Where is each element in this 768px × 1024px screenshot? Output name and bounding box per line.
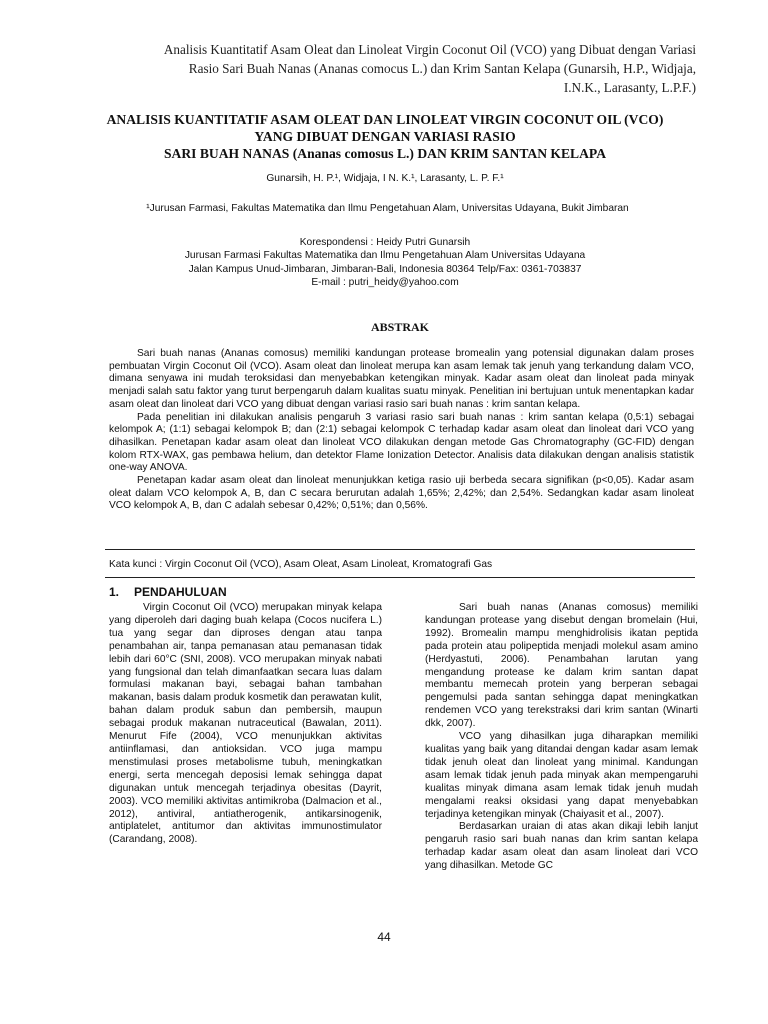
section-number: 1.	[109, 585, 120, 599]
correspondence-line: Jalan Kampus Unud-Jimbaran, Jimbaran-Bali, Indonesia 80364 Telp/Fax: 0361-703837	[188, 263, 582, 275]
abstract-paragraph: Pada penelitian ini dilakukan analisis pengaruh 3 variasi rasio sari buah nanas : krim santan kelapa (0,5:1) sebagai kelompok A; (1:1) sebagai kelompok B; dan (2:1) sebagai kelompok C terhadap kadar asam oleat dan linoleat dari VCO yang dihasilkan. Penetapan kadar asam oleat dan linoleat VCO dilakukan dengan metode Gas Chromatography (GC-FID) dengan kolom RTX-WAX, gas pembawa helium, dan detektor Flame Ionization Detector. Analisis data dilakukan dengan analisis statistik one-way ANOVA.	[109, 411, 694, 474]
abstract-heading: ABSTRAK	[370, 320, 429, 334]
correspondence-line: Jurusan Farmasi Fakultas Matematika dan Ilmu Pengetahuan Alam Universitas Udayana	[184, 250, 586, 262]
abstract-paragraph: Penetapan kadar asam oleat dan linoleat menunjukkan ketiga rasio uji berbeda secara signifikan (p<0,05). Kadar asam oleat dalam VCO kelompok A, B, dan C secara berurutan adalah 1,65%; 2,42%; dan 2,54%. Sedangkan kadar asam linoleat VCO kelompok A, B, dan C adalah sebesar 0,42%; 0,51%; dan 0,56%.	[109, 475, 694, 512]
running-head-line: Analisis Kuantitatif Asam Oleat dan Linoleat Virgin Coconut Oil (VCO) yang Dibuat dengan Variasi	[163, 42, 696, 57]
page-number: 44	[377, 930, 391, 944]
body-paragraph: Berdasarkan uraian di atas akan dikaji lebih lanjut pengaruh rasio sari buah nanas dan krim santan kelapa terhadap kadar asam oleat dan asam linoleat dari VCO yang dihasilkan. Metode GC	[425, 821, 698, 872]
abstract-paragraph: Sari buah nanas (Ananas comosus) memiliki kandungan protease bromealin yang potensial digunakan dalam proses pembuatan Virgin Coconut Oil (VCO). Asam oleat dan linoleat merupa kan asam lemak tak jenuh yang terkandung dalam VCO, dimana senyawa ini mudah teroksidasi dan menyebabkan ketengikan minyak. Kadar asam oleat dan linoleat pada minyak menjadi salah satu faktor yang turut berpengaruh dalam kualitas suatu minyak. Penelitian ini bertujuan untuk menentapkan kadar asam oleat dan linoleat dari VCO yang dibuat dengan variasi rasio sari buah nanas : krim santan kelapa.	[109, 348, 694, 410]
body-column-left	[109, 602, 382, 847]
running-head-line: I.N.K., Larasanty, L.P.F.)	[563, 80, 696, 95]
title-line: SARI BUAH NANAS (Ananas comosus L.) DAN KRIM SANTAN KELAPA	[163, 146, 607, 161]
section-title: PENDAHULUAN	[134, 585, 227, 599]
email-line: E-mail : putri_heidy@yahoo.com	[311, 276, 459, 288]
running-head-line: Rasio Sari Buah Nanas (Ananas comocus L.) dan Krim Santan Kelapa (Gunarsih, H.P., Widjaja,	[188, 61, 696, 76]
affiliation: ¹Jurusan Farmasi, Fakultas Matematika dan Ilmu Pengetahuan Alam, Universitas Udayana, Bukit Jimbaran	[146, 203, 629, 214]
running-head	[90, 40, 696, 97]
body-paragraph: Sari buah nanas (Ananas comosus) memiliki kandungan protease yang disebut dengan bromelain (Hui, 1992). Bromealin mampu menghidrolisis ikatan peptida pada protein atau polipeptida menjadi molekul asam amino (Herdyastuti, 2006). Penambahan larutan yang mengandung protease ke dalam krim santan dapat membantu memecah protein yang berperan sebagai pengemulsi pada santan sehingga dapat meningkatkan rendemen VCO yang terekstraksi dari krim santan (Winarti dkk, 2007).	[425, 602, 698, 730]
correspondence-block	[100, 236, 670, 289]
body-paragraph: VCO yang dihasilkan juga diharapkan memiliki kualitas yang baik yang ditandai dengan kadar asam lemak tidak jenuh oleat dan linoleat yang minimal. Kandungan asam lemak tidak jenuh pada minyak akan mempengaruhi kualitas minyak dimana asam lemak tidak jenuh mudah mengalami reaksi oksidasi yang dapat menyebabkan terjadinya ketengikan minyak (Chaiyasit et al., 2007).	[425, 731, 698, 820]
body-column-right	[425, 602, 698, 873]
title-line: ANALISIS KUANTITATIF ASAM OLEAT DAN LINOLEAT VIRGIN COCONUT OIL (VCO)	[106, 112, 664, 127]
abstract-body	[109, 348, 694, 513]
body-paragraph: Virgin Coconut Oil (VCO) merupakan minyak kelapa yang diperoleh dari daging buah kelapa (Cocos nucifera L.) tua yang segar dan diproses dengan atau tanpa penambahan air, tanpa pemanasan atau pemanasan tidak lebih dari 60°C (SNI, 2008). VCO merupakan minyak nabati yang fungsional dan telah dimanfaatkan secara luas dalam formulasi makanan bayi, sebagai bahan tambahan makanan, basis dalam produk kosmetik dan perawatan kulit, bahan dalam produk sabun dan pembersih, maupun sebagai produk makanan nutraceutical (Bawalan, 2011). Menurut Fife (2004), VCO menunjukkan aktivitas antiinflamasi, dan antioksidan. VCO juga mampu menstimulasi proses metabolisme tubuh, meningkatkan energi, serta mencegah deposisi lemak sehingga dapat digunakan untuk mencegah terjadinya obesitas (Dayrit, 2003). VCO memiliki aktivitas antimikroba (Dalmacion et al., 2012), antiviral, antiatherogenik, antikarsinogenik, antiplatelet, antitumor dan aktivitas immunostimulator (Carandang, 2008).	[109, 602, 382, 846]
keywords-divider	[105, 577, 695, 578]
paper-title	[80, 111, 690, 162]
title-line: YANG DIBUAT DENGAN VARIASI RASIO	[254, 129, 516, 144]
section-heading	[109, 585, 227, 599]
correspondence-line: Korespondensi : Heidy Putri Gunarsih	[299, 237, 471, 248]
abstract-divider	[105, 549, 695, 550]
author-list: Gunarsih, H. P.¹, Widjaja, I N. K.¹, Larasanty, L. P. F.¹	[266, 173, 504, 184]
keywords: Kata kunci : Virgin Coconut Oil (VCO), Asam Oleat, Asam Linoleat, Kromatografi Gas	[109, 559, 493, 570]
